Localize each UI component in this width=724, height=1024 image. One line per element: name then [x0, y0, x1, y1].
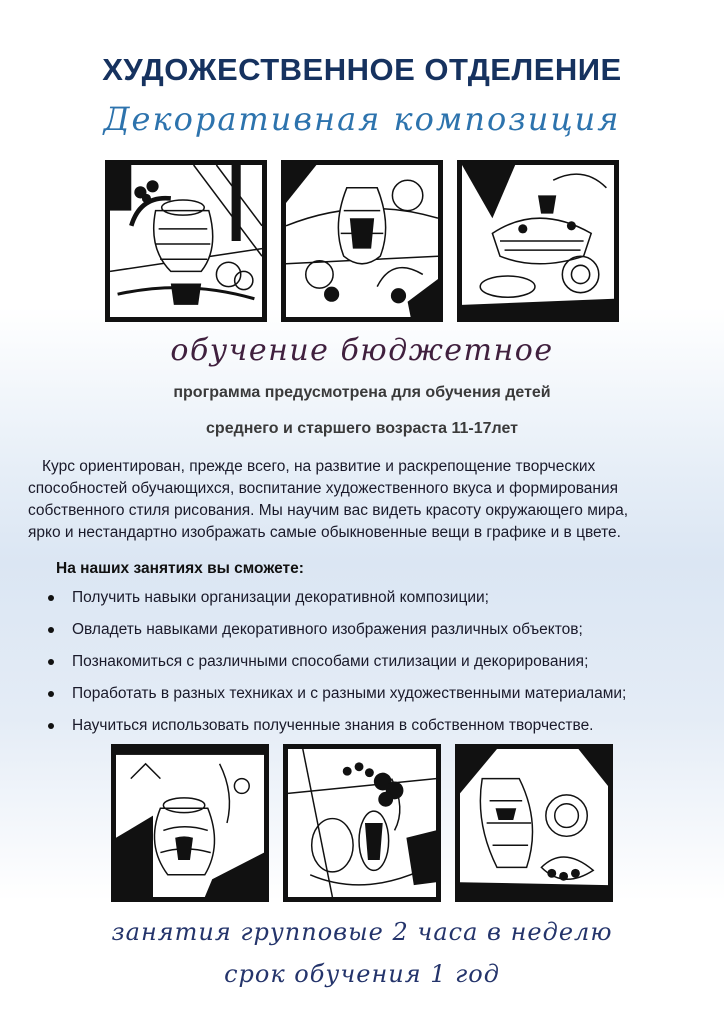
- bullet-icon: [48, 659, 54, 665]
- artwork-image-1: [105, 160, 267, 322]
- schedule-line: занятия групповые 2 часа в неделю: [111, 918, 613, 946]
- duration-line: срок обучения 1 год: [224, 960, 500, 988]
- course-description: [28, 456, 696, 544]
- artwork-image-5: [283, 744, 441, 902]
- list-item: Поработать в разных техниках и с разными художественными материалами;: [40, 678, 700, 710]
- description-line-4: ярко и нестандартно изображать самые обыкновенные вещи в графике и в цвете.: [28, 524, 621, 541]
- list-item: Получить навыки организации декоративной композиции;: [40, 582, 700, 614]
- bullet-icon: [48, 595, 54, 601]
- description-line-2: способностей обучающихся, воспитание художественного вкуса и формирования: [28, 480, 618, 497]
- artwork-image-3: [457, 160, 619, 322]
- program-line-1: программа предусмотрена для обучения детей: [173, 384, 551, 401]
- page-subtitle: Декоративная композиция: [103, 100, 621, 138]
- bullet-icon: [48, 627, 54, 633]
- top-artwork-row: [0, 160, 724, 322]
- description-line-1: Курс ориентирован, прежде всего, на развитие и раскрепощение творческих: [42, 458, 596, 475]
- bottom-artwork-row: [0, 744, 724, 902]
- bullet-icon: [48, 723, 54, 729]
- benefits-heading: На наших занятиях вы сможете:: [56, 560, 304, 577]
- list-item: Овладеть навыками декоративного изображения различных объектов;: [40, 614, 700, 646]
- list-item: Познакомиться с различными способами стилизации и декорирования;: [40, 646, 700, 678]
- budget-tagline: обучение бюджетное: [170, 333, 554, 368]
- description-line-3: собственного стиля рисования. Мы научим вас видеть красоту окружающего мира,: [28, 502, 629, 519]
- benefits-list: [40, 582, 700, 742]
- page-title: ХУДОЖЕСТВЕННОЕ ОТДЕЛЕНИЕ: [102, 52, 622, 87]
- artwork-image-4: [111, 744, 269, 902]
- list-item: Научиться использовать полученные знания в собственном творчестве.: [40, 710, 700, 742]
- bullet-icon: [48, 691, 54, 697]
- artwork-image-2: [281, 160, 443, 322]
- artwork-image-6: [455, 744, 613, 902]
- program-line-2: среднего и старшего возраста 11-17лет: [206, 420, 518, 437]
